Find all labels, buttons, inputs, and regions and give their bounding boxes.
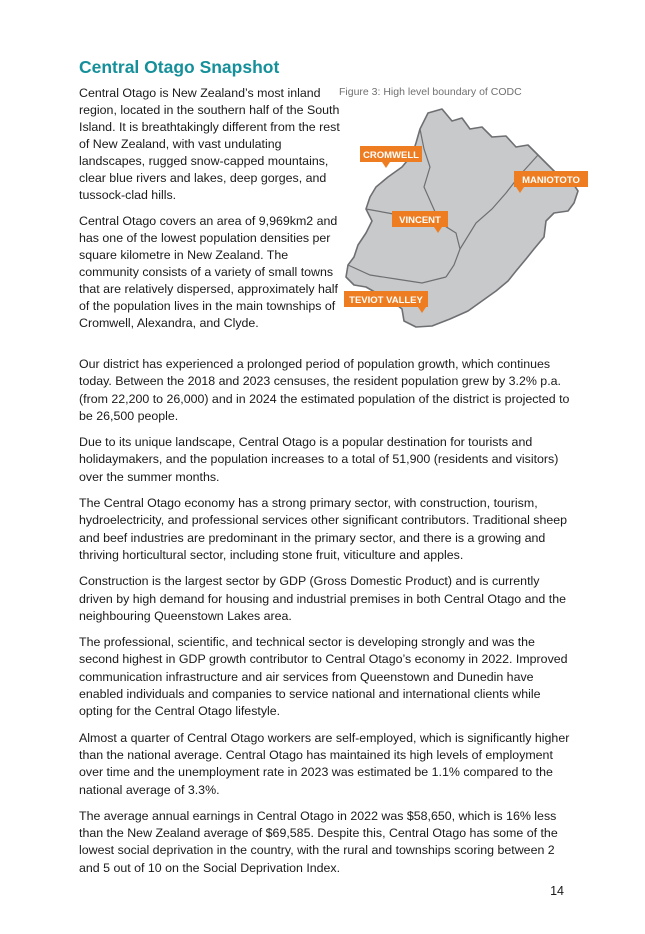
body-paragraph: Our district has experienced a prolonged period of population growth, which continues today. Between the 2018 and 2023 censuses, the resident population grew by 3.2% p.a. (from 22,200 to 26,000) and in 2024 the estimated population of the district is projected to be 26,500 people. [79,357,570,423]
page-title: Central Otago Snapshot [79,57,280,77]
figure-caption: Figure 3: High level boundary of CODC [339,86,522,98]
body-text [79,356,575,886]
body-paragraph: The Central Otago economy has a strong primary sector, with construction, tourism, hydroelectricity, and professional services other significant contributors. Traditional sheep and beef industries are predominant in the primary sector, and there is a growing and thriving horticultural sector, including stone fruit, viticulture and apples. [79,496,568,562]
label-vincent-text: VINCENT [399,215,441,226]
intro-text [79,85,341,341]
body-paragraph: Construction is the largest sector by GDP (Gross Domestic Product) and is currently driven by high demand for housing and industrial premises in both Central Otago and the neighbouring Queenstown Lakes area. [79,574,566,623]
body-paragraph: The average annual earnings in Central Otago in 2022 was $58,650, which is 16% less than the New Zealand average of $69,585. Despite this, Central Otago has some of the lowest social deprivation in the country, with the rural and townships scoring between 2 and 5 out of 10 on the Social Deprivation Index. [79,808,558,875]
intro-paragraph: Central Otago is New Zealand’s most inland region, located in the southern half of the South Island. It is breathtakingly different from the rest of New Zealand, with vast undulating landscapes, rugged snow-capped mountains, clear blue rivers and lakes, deep gorges, and tussock-clad hills. [79,86,340,202]
body-paragraph: Almost a quarter of Central Otago workers are self-employed, which is significantly higher than the national average. Central Otago has maintained its high levels of employment over time and the unemployment rate in 2023 was estimated be 1.1% compared to the national average of 3.3%. [79,730,570,797]
codc-boundary-map [336,105,596,335]
page-number: 14 [550,884,564,898]
label-maniototo-text: MANIOTOTO [522,175,580,186]
label-teviot-valley-text: TEVIOT VALLEY [349,295,423,306]
body-paragraph: The professional, scientific, and technical sector is developing strongly and was the second highest in GDP growth contributor to Central Otago’s economy in 2022. Improved communication infrastructure and air services from Queenstown and Dunedin have enabled individuals and companies to service national and international clients while opting for the Central Otago lifestyle. [79,635,568,719]
label-cromwell-text: CROMWELL [363,150,419,161]
body-paragraph: Due to its unique landscape, Central Otago is a popular destination for tourists and holidaymakers, and the population increases to a total of 51,900 (residents and visitors) over the summer months. [79,435,559,484]
intro-paragraph: Central Otago covers an area of 9,969km2 and has one of the lowest population densities per square kilometre in New Zealand. The community consists of a variety of small towns that are relatively dispersed, approximately half of the population lives in the main townships of Cromwell, Alexandra, and Clyde. [79,214,338,330]
